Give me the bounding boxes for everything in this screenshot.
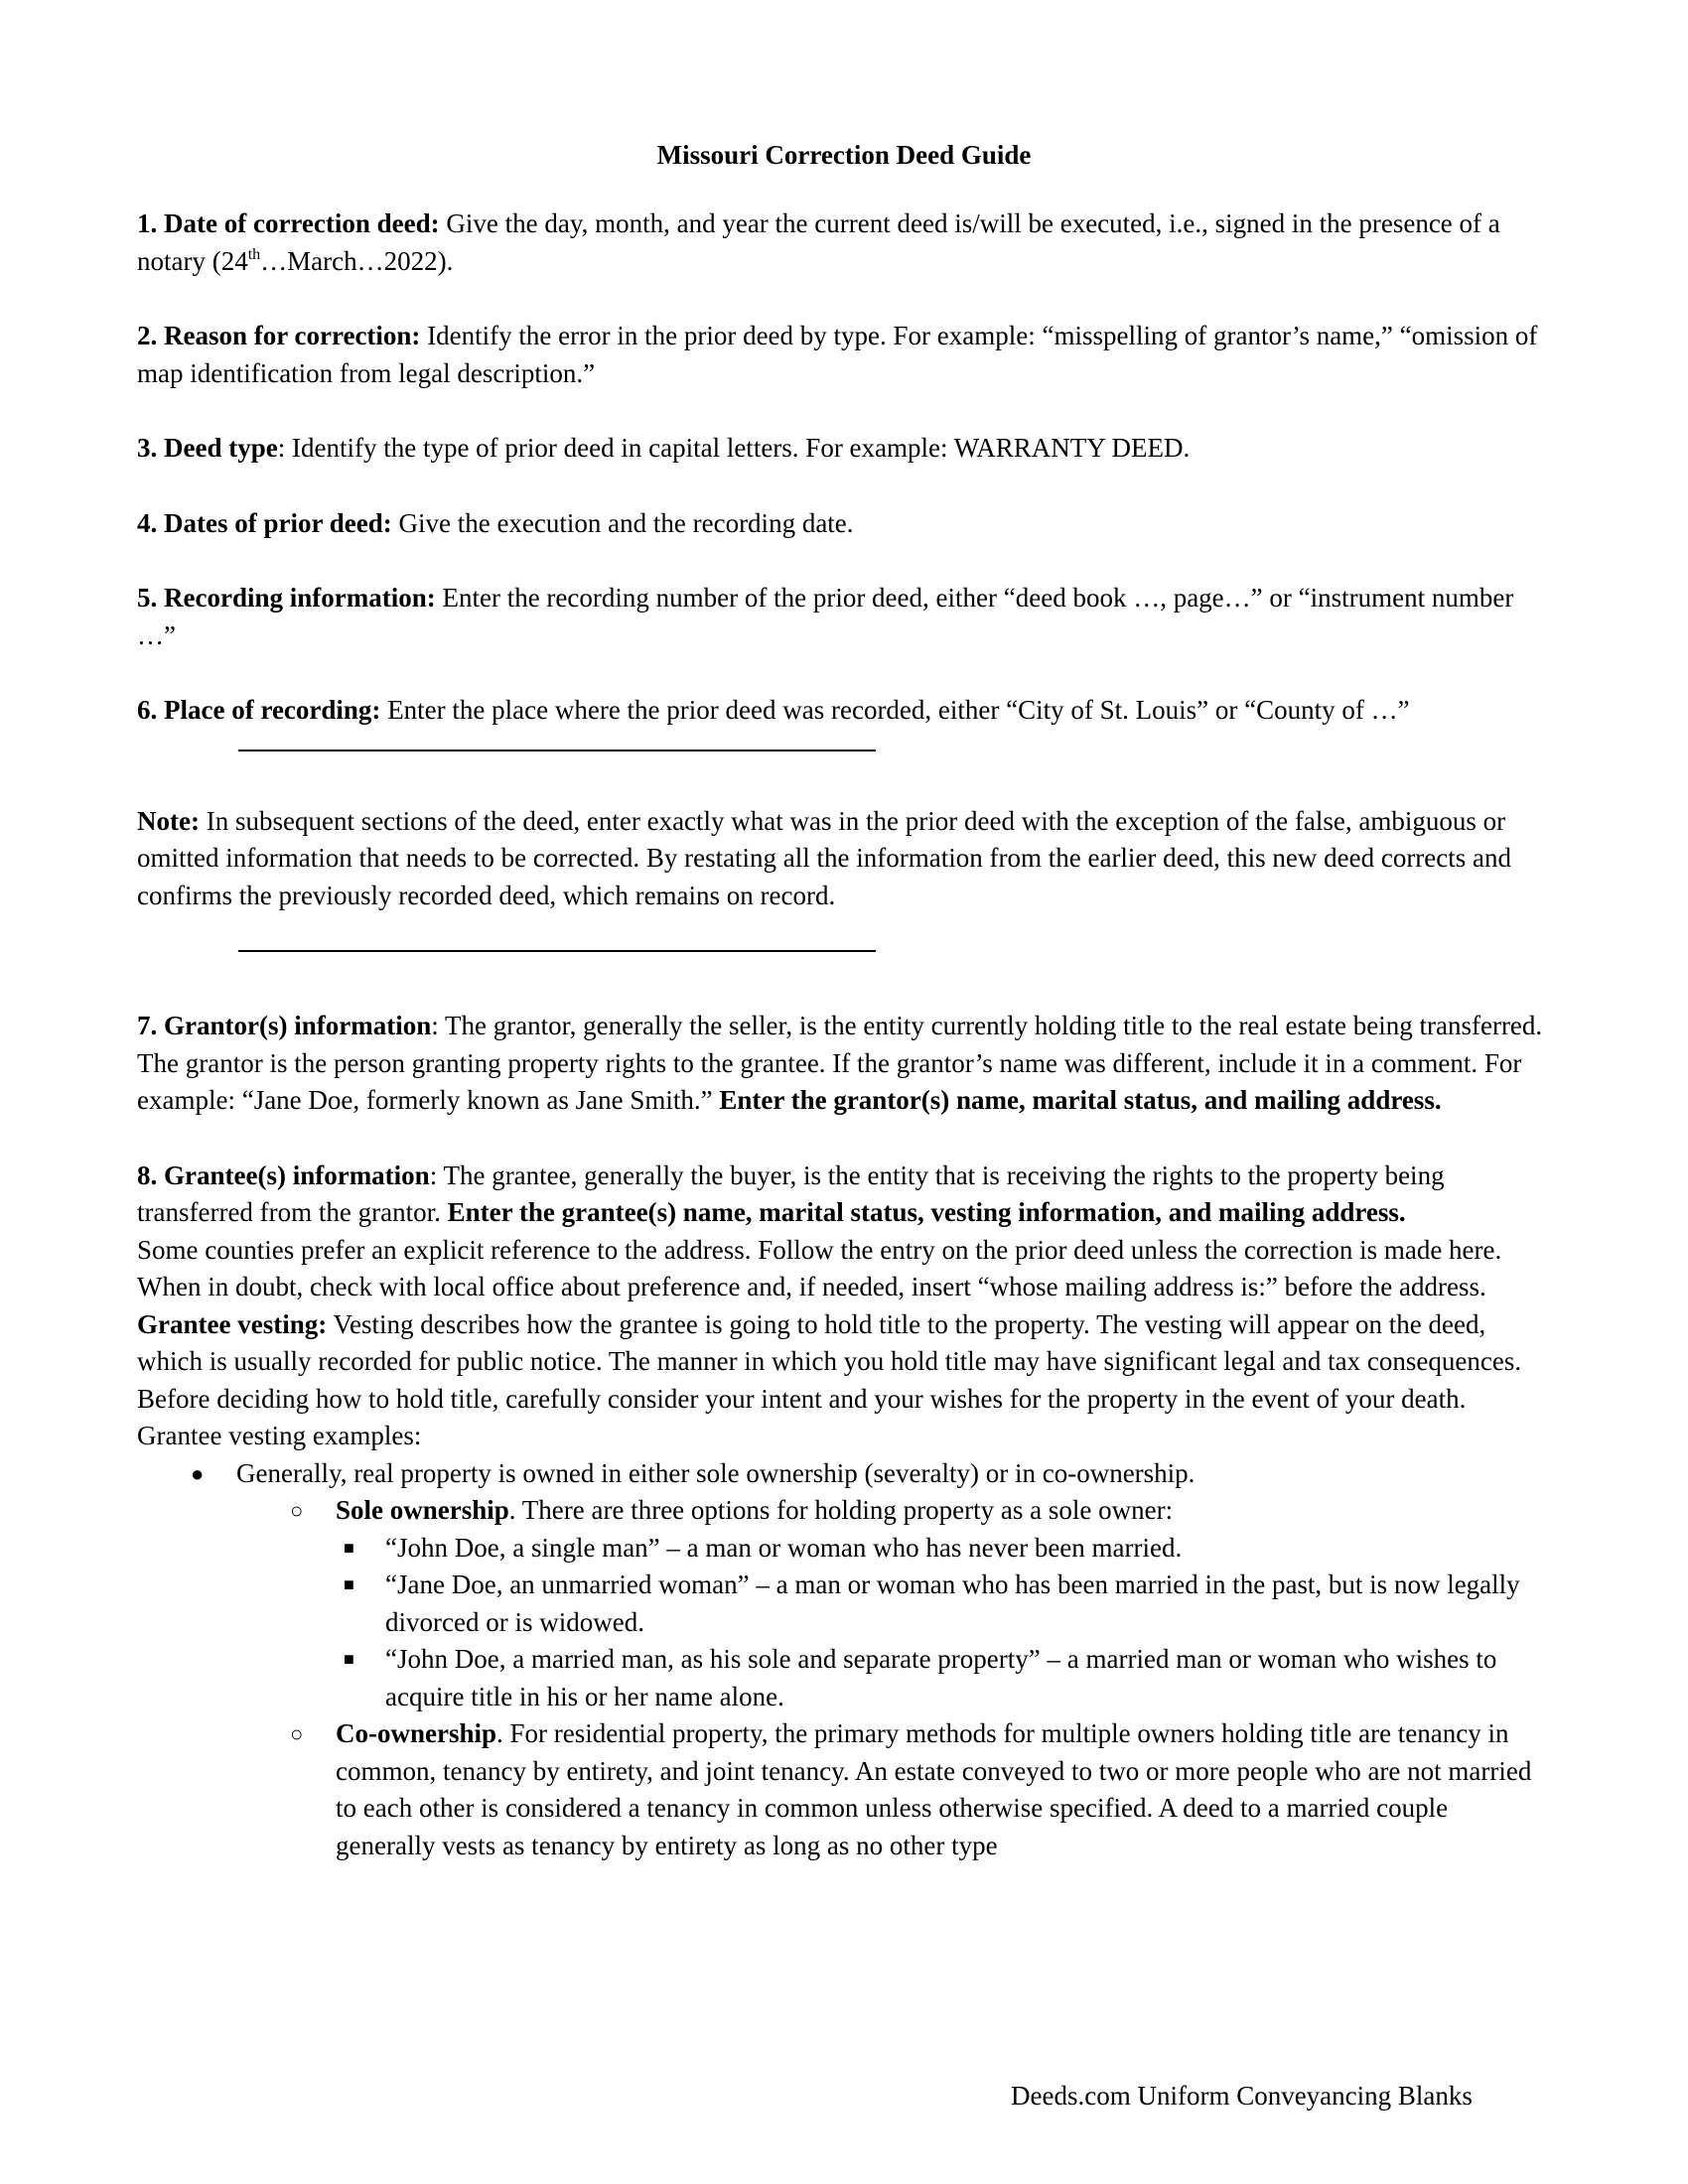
section-text: Enter the recording number of the prior deed, either “deed book …, page…” or “instrument number …” [137, 583, 1514, 650]
circle-bullet-icon: ○ [290, 1721, 304, 1746]
bullet-icon: ● [191, 1460, 205, 1486]
section-instruction: Enter the grantee(s) name, marital status, vesting information, and mailing address. [447, 1197, 1406, 1227]
section-text: : The grantor, generally the seller, is the entity currently holding title to the real estate being transferred. The grantor is the person granting property rights to the grantee. If the grantor’s name was different, include it in a comment. For example: “Jane Doe, formerly known as Jane Smith.” [137, 1011, 1543, 1115]
section-text-end: …March…2022). [260, 245, 454, 276]
section-text: Identify the error in the prior deed by type. For example: “misspelling of grantor’s name,” “omission of map identification from legal description.” [137, 321, 1538, 388]
list-item [336, 1567, 1551, 1641]
section-text: : The grantee, generally the buyer, is the entity that is receiving the rights to the property being transferred from the grantor. [137, 1160, 1445, 1227]
ordinal-suffix: th [247, 245, 261, 263]
section-deed-type [137, 430, 1551, 468]
vesting-text: Vesting describes how the grantee is going to hold title to the property. The vesting will appear on the deed, which is usually recorded for public notice. The manner in which you hold title may have significant legal and tax consequences. Before deciding how to hold title, carefully consider your intent and your wishes for the property in the event of your death. Grantee vesting examples: [137, 1308, 1522, 1450]
note-paragraph [137, 803, 1551, 915]
list-item [236, 1492, 1551, 1715]
section-reason-for-correction [137, 318, 1551, 392]
counties-paragraph: Some counties prefer an explicit reference to the address. Follow the entry on the prior deed unless the correction is made here. When in doubt, check with local office about preference and, if needed, insert “whose mailing address is:” before the address. [137, 1234, 1502, 1301]
sole-ownership-text: . There are three options for holding property as a sole owner: [508, 1495, 1174, 1525]
circle-bullet-icon: ○ [290, 1498, 304, 1523]
section-dates-of-prior-deed [137, 505, 1551, 543]
section-date-of-correction-deed [137, 205, 1551, 280]
section-text: : Identify the type of prior deed in capital letters. For example: WARRANTY DEED. [277, 433, 1191, 463]
list-item [336, 1641, 1551, 1715]
page-footer: Deeds.com Uniform Conveyancing Blanks [1011, 2081, 1473, 2111]
list-item-text: “John Doe, a married man, as his sole and separate property” – a married man or woman who wishes to acquire title in his or her name alone. [385, 1644, 1497, 1711]
vesting-label: Grantee vesting: [137, 1308, 328, 1339]
list-item [336, 1530, 1551, 1568]
square-bullet-icon: ■ [344, 1537, 354, 1558]
section-grantor-information [137, 1008, 1551, 1120]
list-item-text: “John Doe, a single man” – a man or woman who has never been married. [385, 1532, 1183, 1563]
page-title: Missouri Correction Deed Guide [656, 140, 1032, 170]
vesting-bullet-list [137, 1455, 1551, 1865]
co-ownership-text: . For residential property, the primary methods for multiple owners holding title are tenancy in common, tenancy by entirety, and joint tenancy. An estate conveyed to two or more people who are not married to each other is considered a tenancy in common unless otherwise specified. A deed to a married couple generally vests as tenancy by entirety as long as no other type [336, 1718, 1532, 1860]
section-recording-information [137, 580, 1551, 654]
list-item-text: Generally, real property is owned in either sole ownership (severalty) or in co-ownership. [236, 1457, 1196, 1488]
sole-ownership-options [336, 1530, 1551, 1716]
list-item [236, 1715, 1551, 1864]
section-label: 7. Grantor(s) information [137, 1011, 432, 1040]
section-label: 6. Place of recording: [137, 695, 381, 725]
section-text: Give the execution and the recording date. [391, 507, 854, 538]
section-label: 1. Date of correction deed: [137, 208, 440, 238]
note-label: Note: [137, 805, 200, 836]
divider-line [238, 750, 876, 751]
section-grantee-information [137, 1158, 1551, 1232]
section-text: Give the day, month, and year the current deed is/will be executed, i.e., signed in the presence of a notary (24 [137, 208, 1500, 276]
divider-line [238, 950, 876, 952]
section-label: 8. Grantee(s) information [137, 1160, 430, 1190]
section-label: 5. Recording information: [137, 583, 436, 613]
co-ownership-label: Co-ownership [336, 1718, 497, 1748]
list-item-text: “Jane Doe, an unmarried woman” – a man or woman who has been married in the past, but is now legally divorced or is widowed. [385, 1570, 1520, 1637]
section-text: Enter the place where the prior deed was recorded, either “City of St. Louis” or “County of …” [380, 695, 1410, 725]
section-label: 2. Reason for correction: [137, 321, 421, 350]
ownership-sublist [236, 1492, 1551, 1864]
section-instruction: Enter the grantor(s) name, marital status, and mailing address. [719, 1085, 1442, 1115]
grantee-vesting-paragraph [137, 1306, 1551, 1455]
section-place-of-recording [137, 692, 1551, 730]
section-label: 3. Deed type [137, 433, 278, 463]
note-text: In subsequent sections of the deed, enter exactly what was in the prior deed with the exception of the false, ambiguous or omitted information that needs to be corrected. By restating all the information from the earlier deed, this new deed corrects and confirms the previously recorded deed, which remains on record. [137, 805, 1512, 910]
square-bullet-icon: ■ [344, 1649, 354, 1669]
square-bullet-icon: ■ [344, 1574, 354, 1594]
list-item [137, 1455, 1551, 1865]
section-label: 4. Dates of prior deed: [137, 507, 392, 538]
sole-ownership-label: Sole ownership [336, 1495, 509, 1525]
